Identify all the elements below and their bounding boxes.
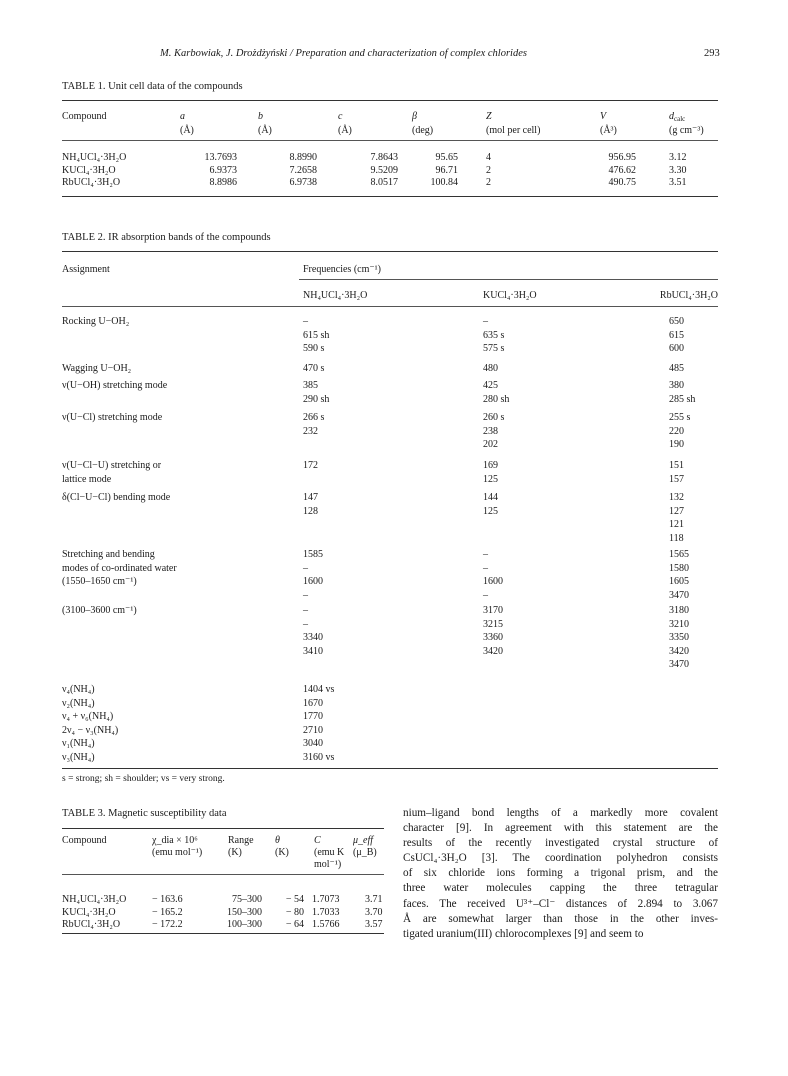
table1-col-header: Z [486, 111, 492, 122]
table2-assignment-label: ν(U−Cl) stretching mode [62, 412, 163, 423]
body-text-column [403, 806, 718, 942]
table2-assignment-label: ν₄ + ν₆(NH₄) [62, 711, 114, 722]
table2-assignment-label: ν₃(NH₄) [62, 751, 95, 763]
table1-cell: 95.65 [435, 152, 458, 163]
table2-value-rb: 121 [669, 519, 684, 530]
table2-assignment-label: ν(U−Cl−U) stretching or [62, 460, 162, 471]
table2-caption: TABLE 2. IR absorption bands of the compounds [62, 232, 271, 243]
table2-value-nh4: 590 s [303, 343, 325, 354]
table3-cell: 100–300 [227, 919, 262, 930]
table1-col-header: a [180, 111, 185, 122]
table1-col-unit: (Å) [180, 125, 194, 136]
table3-cell: − 163.6 [152, 894, 183, 905]
table1-col-unit: (Å) [258, 125, 272, 136]
table1-cell: 956.95 [608, 152, 636, 163]
body-text-line: nium–ligand bond lengths of a markedly more covalent [403, 807, 718, 819]
table3-col-header: χ_dia × 10⁶ [152, 835, 198, 846]
table2-value-nh4: – [303, 316, 308, 327]
table2-value-k: 125 [483, 473, 498, 485]
table2-value-k: 1600 [483, 576, 503, 587]
table3-col-header: (emu K [314, 847, 345, 858]
table2-value-nh4: 615 sh [303, 329, 330, 341]
table3-cell: 3.57 [365, 919, 383, 930]
table2-value-nh4: 172 [303, 460, 318, 471]
table3-cell: 150–300 [227, 906, 262, 918]
table2-value-rb: 285 sh [669, 393, 696, 405]
table2-value-rb: 3180 [669, 605, 689, 616]
table1-top-rule [62, 100, 718, 101]
table1-col-unit: (Å) [338, 125, 352, 136]
table2-value-rb: 1605 [669, 576, 689, 587]
table1-cell: 4 [486, 152, 491, 163]
body-text-line: of six chloride ions forming a trigonal prism, and the [403, 867, 718, 880]
table2-assignment-label: 2ν₄ − ν₃(NH₄) [62, 724, 119, 736]
table2-value-k: 169 [483, 460, 498, 471]
table2-value-rb: 600 [669, 343, 684, 354]
table3-cell: 3.70 [365, 906, 383, 918]
table2-value-k: – [483, 562, 488, 574]
table1-col-header: β [412, 111, 417, 122]
table2-value-k: 260 s [483, 412, 505, 423]
table3-cell: − 80 [285, 906, 304, 918]
table3-cell: − 64 [285, 919, 304, 930]
table1-cell: 490.75 [608, 177, 636, 188]
table2-value-k: 425 [483, 380, 498, 391]
table2-value-nh4: 385 [303, 380, 318, 391]
table2-assignment-label: ν₂(NH₄) [62, 697, 95, 709]
table2-value-nh4: 128 [303, 505, 318, 517]
table2-assignment-label: Wagging U−OH₂ [62, 363, 132, 374]
table1-cell: 6.9738 [289, 177, 317, 188]
table3-header-rule [62, 874, 384, 875]
table2-frequencies-rule [299, 279, 718, 280]
table1-cell: NH₄UCl₄·3H₂O [62, 152, 127, 163]
table2-value-rb: 255 s [669, 412, 691, 423]
table1-col-header: c [338, 111, 343, 122]
table2-value-rb: 151 [669, 460, 684, 471]
table2-value-k: – [483, 589, 488, 601]
table2-assignment-label: ν₁(NH₄) [62, 738, 95, 749]
table2-value-rb: 190 [669, 439, 684, 450]
table3-caption: TABLE 3. Magnetic susceptibility data [62, 808, 227, 819]
table2-value-nh4: 290 sh [303, 393, 330, 405]
table3-cell: 1.7073 [312, 894, 340, 905]
body-text-line: three water molecules capping the three tetragular [403, 882, 718, 895]
table2-value-k: – [483, 316, 488, 327]
table2-compound-k: KUCl₄·3H₂O [483, 290, 537, 301]
table2-value-k: 3360 [483, 632, 503, 643]
table3-cell: 3.71 [365, 894, 383, 905]
table2-value-rb: 118 [669, 532, 684, 544]
table2-value-nh4: 3340 [303, 632, 323, 643]
body-text-line: CsUCl₄·3H₂O [3]. The coordination polyhedron consists [403, 852, 718, 865]
table1-col-header: $d_{calc}$ [669, 111, 686, 123]
table2-value-nh4: 266 s [303, 412, 325, 423]
table2-value-k: 280 sh [483, 393, 510, 405]
table2-value-nh4: – [303, 589, 308, 601]
table2-assignment-label: δ(Cl−U−Cl) bending mode [62, 492, 171, 503]
table2-value-k: 238 [483, 425, 498, 437]
table1-cell: 2 [486, 177, 491, 188]
table1-cell: 100.84 [430, 177, 458, 188]
table2-value-nh4: 1600 [303, 576, 323, 587]
table1-cell: KUCl₄·3H₂O [62, 164, 116, 176]
table1-cell: 13.7693 [204, 152, 237, 163]
table3-cell: − 165.2 [152, 906, 183, 918]
table2-value-nh4: 232 [303, 425, 318, 437]
table3-col-header: μ_eff [353, 835, 374, 846]
table2-value-rb: 1580 [669, 562, 689, 574]
table2-value-nh4: 3410 [303, 645, 323, 657]
table2-bottom-rule [62, 768, 718, 769]
table3-cell: NH₄UCl₄·3H₂O [62, 894, 127, 905]
body-text-line: tigated uranium(III) chlorocomplexes [9] and seem to [403, 927, 644, 940]
table2-value-k: – [483, 549, 488, 560]
table2-assignment-label: Rocking U−OH₂ [62, 316, 130, 327]
table1-cell: 2 [486, 164, 491, 176]
table2-value-rb: 3420 [669, 645, 689, 657]
table1-cell: 7.8643 [370, 152, 398, 163]
table2-value-nh4: 1585 [303, 549, 323, 560]
table2-value-nh4: – [303, 605, 308, 616]
table2-value-rb: 380 [669, 380, 684, 391]
table2-value-k: 3420 [483, 645, 503, 657]
table1-cell: 96.71 [435, 164, 458, 176]
table3-cell: 75–300 [232, 894, 262, 905]
table1-col-unit: (mol per cell) [486, 125, 541, 136]
table2-value-k: 202 [483, 439, 498, 450]
page-number: 293 [704, 48, 720, 59]
table1-cell: 8.8986 [209, 177, 237, 188]
table3-cell: 1.7033 [312, 906, 340, 918]
table2-assignment-header: Assignment [62, 264, 110, 275]
table3-col-header: C [314, 835, 321, 846]
table3-cell: − 54 [285, 894, 304, 905]
table2-value-nh4: – [303, 562, 308, 574]
table1-bottom-rule [62, 196, 718, 197]
table2-value-rb: 3470 [669, 589, 689, 601]
table1-col-header: Compound [62, 111, 107, 122]
table3-col-header: Compound [62, 835, 107, 846]
table2-value-k: 3215 [483, 618, 503, 630]
table2-assignment-label: ν₄(NH₄) [62, 684, 95, 695]
table1-col-header: b [258, 111, 263, 122]
table3-cell: − 172.2 [152, 919, 183, 930]
table2-value-nh4: – [303, 618, 308, 630]
table2-value-nh4: 1670 [303, 697, 323, 709]
table1-col-unit: (Å³) [600, 125, 617, 136]
table3-col-header: (emu mol⁻¹) [152, 847, 203, 858]
table3-cell: KUCl₄·3H₂O [62, 906, 116, 918]
table1-cell: 3.51 [669, 177, 687, 188]
table1-cell: 3.30 [669, 164, 687, 176]
table1-cell: 3.12 [669, 152, 687, 163]
table2-value-rb: 3470 [669, 659, 689, 670]
table2-value-k: 3170 [483, 605, 503, 616]
table2-value-rb: 3210 [669, 618, 689, 630]
table2-value-rb: 650 [669, 316, 684, 327]
table3-cell: RbUCl₄·3H₂O [62, 919, 121, 930]
table1-caption: TABLE 1. Unit cell data of the compounds [62, 81, 243, 92]
table2-value-nh4: 147 [303, 492, 318, 503]
table2-compound-rb: RbUCl₄·3H₂O [659, 290, 718, 301]
table3-col-header: (K) [275, 847, 289, 858]
table2-value-k: 125 [483, 505, 498, 517]
table3-bottom-rule [62, 933, 384, 934]
table2-header-rule [62, 306, 718, 307]
table1-col-unit: (g cm⁻³) [669, 125, 704, 136]
table3-col-header: θ [275, 835, 280, 846]
table1-col-unit: (deg) [412, 125, 434, 136]
table2-value-nh4: 3160 vs [303, 751, 335, 763]
table2-value-rb: 132 [669, 492, 684, 503]
table2-value-nh4: 1770 [303, 711, 323, 722]
table1-cell: 7.2658 [289, 164, 317, 176]
body-text-line: Å are somewhat larger than those in the other inves- [403, 912, 718, 925]
table2-value-nh4: 3040 [303, 738, 323, 749]
table2-value-k: 480 [483, 363, 498, 374]
running-header [0, 48, 788, 64]
table3-cell: 1.5766 [312, 919, 340, 930]
table2-value-k: 575 s [483, 343, 505, 354]
table2-assignment-label: (1550–1650 cm⁻¹) [62, 576, 137, 587]
table3-top-rule [62, 828, 384, 829]
table2-assignment-label: ν(U−OH) stretching mode [62, 380, 168, 391]
table2-value-rb: 157 [669, 473, 684, 485]
table2-compound-nh4: NH₄UCl₄·3H₂O [303, 290, 368, 301]
table2-value-rb: 220 [669, 425, 684, 437]
table1-cell: 9.5209 [370, 164, 398, 176]
table2-value-k: 144 [483, 492, 498, 503]
table2-footnote: s = strong; sh = shoulder; vs = very strong. [62, 774, 225, 784]
table2-frequencies-header: Frequencies (cm⁻¹) [303, 264, 381, 275]
table2-value-rb: 615 [669, 329, 684, 341]
table2-value-rb: 1565 [669, 549, 689, 560]
body-text-line: character [9]. In agreement with this statement are the [403, 822, 718, 835]
table1-cell: 8.0517 [370, 177, 398, 188]
body-text-line: results of the recently investigated crystal structure of [403, 837, 718, 850]
table1-header-rule [62, 140, 718, 141]
table3-col-header: (μ_B) [353, 847, 377, 858]
table2-top-rule [62, 251, 718, 252]
table2-value-k: 635 s [483, 329, 505, 341]
running-title: M. Karbowiak, J. Drożdżyński / Preparation and characterization of complex chlorides [160, 48, 527, 59]
table3-col-header: Range [228, 835, 254, 846]
table1-cell: 8.8990 [289, 152, 317, 163]
table2-assignment-label: lattice mode [62, 473, 112, 485]
table2-value-nh4: 2710 [303, 724, 323, 736]
table1-cell: 476.62 [608, 164, 636, 176]
table2-value-nh4: 470 s [303, 363, 325, 374]
table2-assignment-label: Stretching and bending [62, 549, 155, 560]
table2-value-rb: 3350 [669, 632, 689, 643]
table1-cell: 6.9373 [209, 164, 237, 176]
table2-value-rb: 127 [669, 505, 684, 517]
table2-assignment-label: (3100–3600 cm⁻¹) [62, 605, 137, 616]
body-text-line: faces. The received U³⁺–Cl⁻ distances of 2.894 to 3.067 [403, 897, 718, 910]
table2-value-rb: 485 [669, 363, 684, 374]
table1-cell: RbUCl₄·3H₂O [62, 177, 121, 188]
table1-col-header: V [600, 111, 607, 122]
table3-col-header: mol⁻¹) [314, 859, 342, 870]
table2-assignment-label: modes of co-ordinated water [62, 562, 177, 574]
table3-col-header: (K) [228, 847, 242, 858]
table2-value-nh4: 1404 vs [303, 684, 335, 695]
